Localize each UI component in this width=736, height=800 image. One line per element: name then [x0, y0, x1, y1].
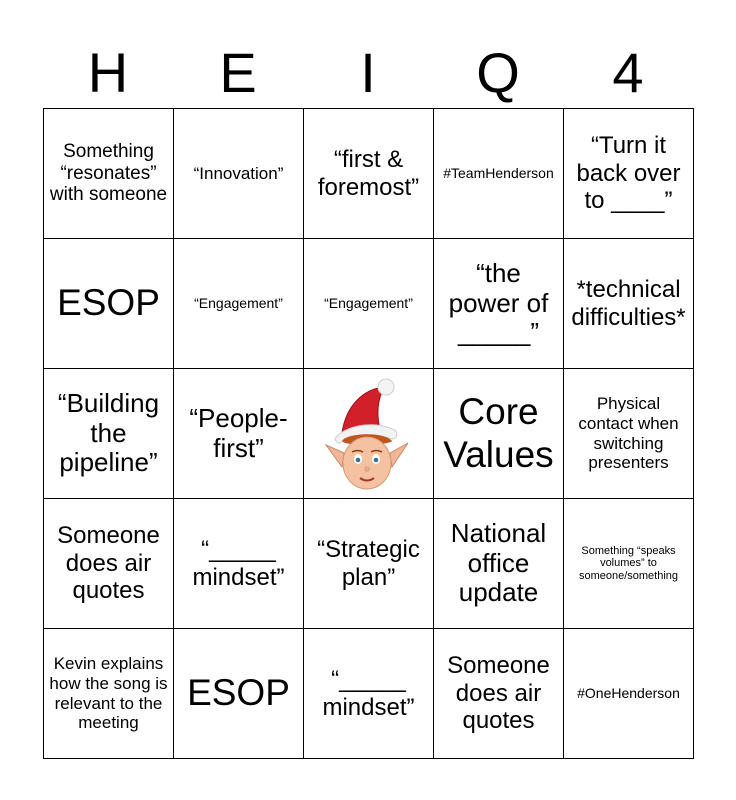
bingo-cell[interactable]: “Innovation”	[174, 109, 304, 239]
bingo-cell[interactable]: #TeamHenderson	[434, 109, 564, 239]
free-space-cell[interactable]	[304, 369, 434, 499]
header-letter: Q	[476, 41, 520, 104]
bingo-cell[interactable]: National office update	[434, 499, 564, 629]
bingo-cell[interactable]: “People-first”	[174, 369, 304, 499]
header-letter: E	[219, 41, 257, 104]
bingo-cell[interactable]: “Building the pipeline”	[44, 369, 174, 499]
elf-with-santa-hat-icon	[324, 375, 414, 493]
bingo-cell[interactable]: “_____ mindset”	[174, 499, 304, 629]
bingo-grid	[43, 108, 694, 759]
bingo-row	[44, 239, 694, 369]
bingo-cell[interactable]: “the power of _____”	[434, 239, 564, 369]
header-letter: I	[360, 41, 376, 104]
bingo-row	[44, 109, 694, 239]
bingo-cell[interactable]: *technical difficulties*	[564, 239, 694, 369]
bingo-cell[interactable]: Physical contact when switching presenters	[564, 369, 694, 499]
bingo-cell[interactable]: ESOP	[174, 629, 304, 759]
bingo-header	[43, 38, 693, 108]
bingo-cell[interactable]: Someone does air quotes	[44, 499, 174, 629]
bingo-cell[interactable]: Core Values	[434, 369, 564, 499]
bingo-cell[interactable]: Someone does air quotes	[434, 629, 564, 759]
bingo-cell[interactable]: Something “speaks volumes” to someone/something	[564, 499, 694, 629]
bingo-cell[interactable]: ESOP	[44, 239, 174, 369]
bingo-row	[44, 629, 694, 759]
bingo-cell[interactable]: “Engagement”	[174, 239, 304, 369]
bingo-row	[44, 499, 694, 629]
header-letter: 4	[612, 41, 644, 104]
bingo-cell[interactable]: “Engagement”	[304, 239, 434, 369]
header-letter: H	[87, 41, 129, 104]
bingo-cell[interactable]: “Turn it back over to ____”	[564, 109, 694, 239]
bingo-cell[interactable]: “first & foremost”	[304, 109, 434, 239]
bingo-cell[interactable]: “_____ mindset”	[304, 629, 434, 759]
bingo-cell[interactable]: #OneHenderson	[564, 629, 694, 759]
bingo-row	[44, 369, 694, 499]
bingo-cell[interactable]: Something “resonates” with someone	[44, 109, 174, 239]
bingo-cell[interactable]: “Strategic plan”	[304, 499, 434, 629]
bingo-cell[interactable]: Kevin explains how the song is relevant to the meeting	[44, 629, 174, 759]
